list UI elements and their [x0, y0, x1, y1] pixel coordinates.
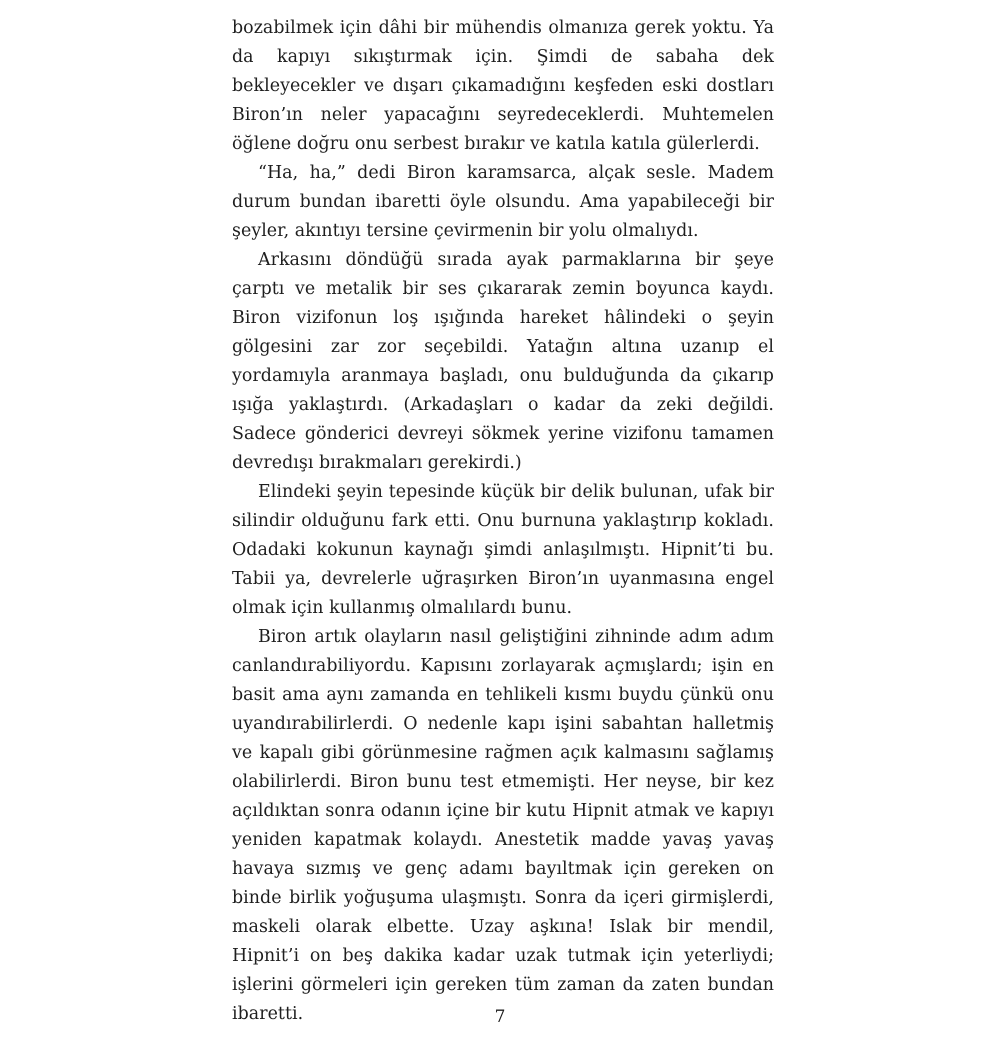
page-number: 7	[494, 1007, 506, 1027]
paragraph-5: Biron artık olayların nasıl geliştiğini zihninde adım adım canlandırabiliyordu. Kapısını zorlayarak açmışlardı; işin en basit ama aynı zamanda en tehlikeli kısmı buydu çünkü onu uyandırabilirlerdi. O nedenle kapı işini sabahtan halletmiş ve kapalı gibi görünmesine rağmen açık kalmasını sağlamış olabilirlerdi. Biron bunu test etmemişti. Her neyse, bir kez açıldıktan sonra odanın içine bir kutu Hipnit atmak ve kapıyı yeniden kapatmak kolaydı. Anestetik madde yavaş yavaş havaya sızmış ve genç adamı bayıltmak için gereken on binde birlik yoğuşuma ulaşmıştı. Sonra da içeri girmişlerdi, maskeli olarak elbette. Uzay aşkına! Islak bir mendil, Hipnit’i on beş dakika kadar uzak tutmak için yeterliydi; işlerini görmeleri için gereken tüm zaman da zaten bundan ibaretti.	[232, 627, 774, 1024]
paragraph-4: Elindeki şeyin tepesinde küçük bir delik bulunan, ufak bir silindir olduğunu fark etti. Onu burnuna yaklaştırıp kokladı. Odadaki kokunun kaynağı şimdi anlaşılmıştı. Hipnit’ti bu. Tabii ya, devrelerle uğraşırken Biron’ın uyanmasına engel olmak için kullanmış olmalılardı bunu.	[232, 482, 774, 618]
book-page-body	[232, 14, 774, 1029]
paragraph-1: bozabilmek için dâhi bir mühendis olmanıza gerek yoktu. Ya da kapıyı sıkıştırmak için. Şimdi de sabaha dek bekleyecekler ve dışarı çıkamadığını keşfeden eski dostları Biron’ın neler yapacağını seyredeceklerdi. Muhtemelen öğlene doğru onu serbest bırakır ve katıla katıla gülerlerdi.	[232, 18, 774, 154]
paragraph-3: Arkasını döndüğü sırada ayak parmaklarına bir şeye çarptı ve metalik bir ses çıkararak zemin boyunca kaydı. Biron vizifonun loş ışığında hareket hâlindeki o şeyin gölgesini zar zor seçebildi. Yatağın altına uzanıp el yordamıyla aranmaya başladı, onu bulduğunda da çıkarıp ışığa yaklaştırdı. (Arkadaşları o kadar da zeki değildi. Sadece gönderici devreyi sökmek yerine vizifonu tamamen devredışı bırakmaları gerekirdi.)	[232, 250, 774, 473]
paragraph-2: “Ha, ha,” dedi Biron karamsarca, alçak sesle. Madem durum bundan ibaretti öyle olsundu. Ama yapabileceği bir şeyler, akıntıyı tersine çevirmenin bir yolu olmalıydı.	[232, 163, 774, 241]
